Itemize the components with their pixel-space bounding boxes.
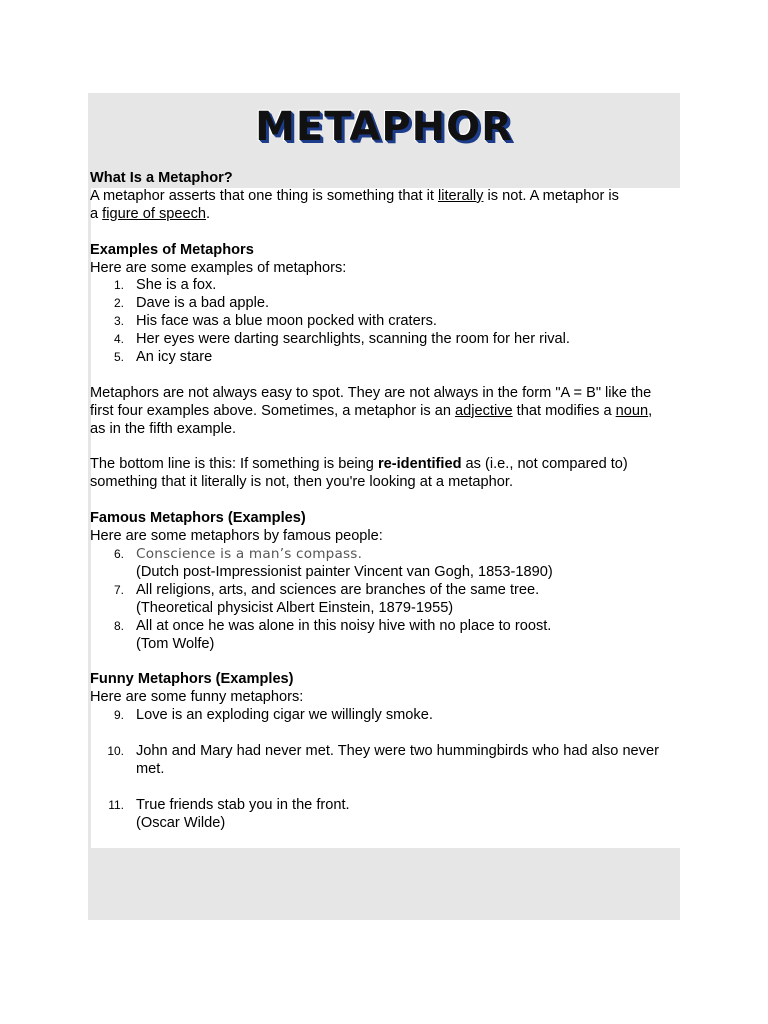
- link-figure-of-speech[interactable]: figure of speech: [102, 205, 207, 222]
- list-item: [90, 618, 682, 654]
- list-number: 6.: [113, 546, 124, 561]
- attribution: (Oscar Wilde): [136, 814, 226, 831]
- list-text-continued: met.: [136, 760, 165, 777]
- list-text: Conscience is a man’s compass.: [136, 545, 363, 562]
- section-intro: Here are some funny metaphors:: [90, 689, 304, 706]
- text: ,: [648, 402, 653, 419]
- list-text: Her eyes were darting searchlights, scanning the room for her rival.: [136, 331, 570, 348]
- list-item: [90, 797, 682, 833]
- text: first four examples above. Sometimes, a metaphor is an: [90, 402, 456, 419]
- attribution: (Theoretical physicist Albert Einstein, 1879-1955): [136, 599, 454, 616]
- list-item: [90, 743, 682, 779]
- list-text: True friends stab you in the front.: [136, 796, 350, 813]
- section-intro: Here are some metaphors by famous people:: [90, 528, 383, 545]
- text: .: [206, 205, 211, 222]
- text: that modifies a: [512, 402, 616, 419]
- list-item: [90, 331, 682, 349]
- list-number: 11.: [108, 797, 124, 812]
- paragraph-line: [90, 456, 682, 474]
- list-text: John and Mary had never met. They were two hummingbirds who had also never: [136, 742, 659, 759]
- list-text: An icy stare: [136, 349, 213, 366]
- page-title: METAPHOR: [255, 104, 513, 150]
- section-heading-what-is: What Is a Metaphor?: [90, 170, 233, 186]
- paragraph-line: as in the fifth example.: [90, 420, 237, 437]
- list-item: [90, 707, 682, 725]
- list-text: Dave is a bad apple.: [136, 295, 270, 312]
- section-heading-funny: Funny Metaphors (Examples): [90, 671, 294, 688]
- section-intro: Here are some examples of metaphors:: [90, 259, 347, 276]
- list-number: 3.: [113, 314, 124, 329]
- text: as (i.e., not compared to): [461, 456, 628, 473]
- list-text: All religions, arts, and sciences are branches of the same tree.: [136, 581, 540, 598]
- paragraph-line: something that it literally is not, then you're looking at a metaphor.: [90, 474, 513, 491]
- list-text: Love is an exploding cigar we willingly smoke.: [136, 707, 433, 724]
- link-noun[interactable]: noun: [615, 402, 649, 419]
- attribution: (Dutch post-Impressionist painter Vincent van Gogh, 1853-1890): [136, 563, 553, 580]
- list-text: She is a fox.: [136, 277, 217, 294]
- list-number: 4.: [113, 332, 124, 347]
- list-number: 8.: [113, 618, 124, 633]
- definition-line-1: [90, 188, 682, 206]
- list-number: 9.: [113, 708, 124, 723]
- list-number: 5.: [113, 350, 124, 365]
- section-heading-examples: Examples of Metaphors: [90, 241, 254, 258]
- list-item: [90, 546, 682, 582]
- title-banner: [88, 104, 680, 150]
- list-number: 7.: [113, 582, 124, 597]
- document-body: [90, 170, 682, 832]
- list-item: [90, 582, 682, 618]
- list-item: [90, 277, 682, 295]
- text: is not. A metaphor is: [483, 187, 619, 204]
- bottom-background: [88, 848, 680, 920]
- bold-term: re-identified: [377, 456, 462, 473]
- text: a: [90, 205, 103, 222]
- list-number: 1.: [113, 278, 124, 293]
- link-adjective[interactable]: adjective: [455, 402, 513, 419]
- text: The bottom line is this: If something is being: [90, 456, 378, 473]
- attribution: (Tom Wolfe): [136, 635, 215, 652]
- text: A metaphor asserts that one thing is something that it: [90, 187, 439, 204]
- definition-line-2: [90, 206, 682, 224]
- link-literally[interactable]: literally: [438, 187, 484, 204]
- list-number: 2.: [113, 296, 124, 311]
- paragraph-line: [90, 403, 682, 421]
- list-item: [90, 313, 682, 331]
- list-text: His face was a blue moon pocked with craters.: [136, 313, 437, 330]
- paragraph-line: Metaphors are not always easy to spot. They are not always in the form "A = B" like the: [90, 384, 652, 401]
- list-item: [90, 349, 682, 367]
- list-text: All at once he was alone in this noisy hive with no place to roost.: [136, 617, 552, 634]
- list-number: 10.: [107, 743, 124, 758]
- list-item: [90, 295, 682, 313]
- section-heading-famous: Famous Metaphors (Examples): [90, 510, 306, 527]
